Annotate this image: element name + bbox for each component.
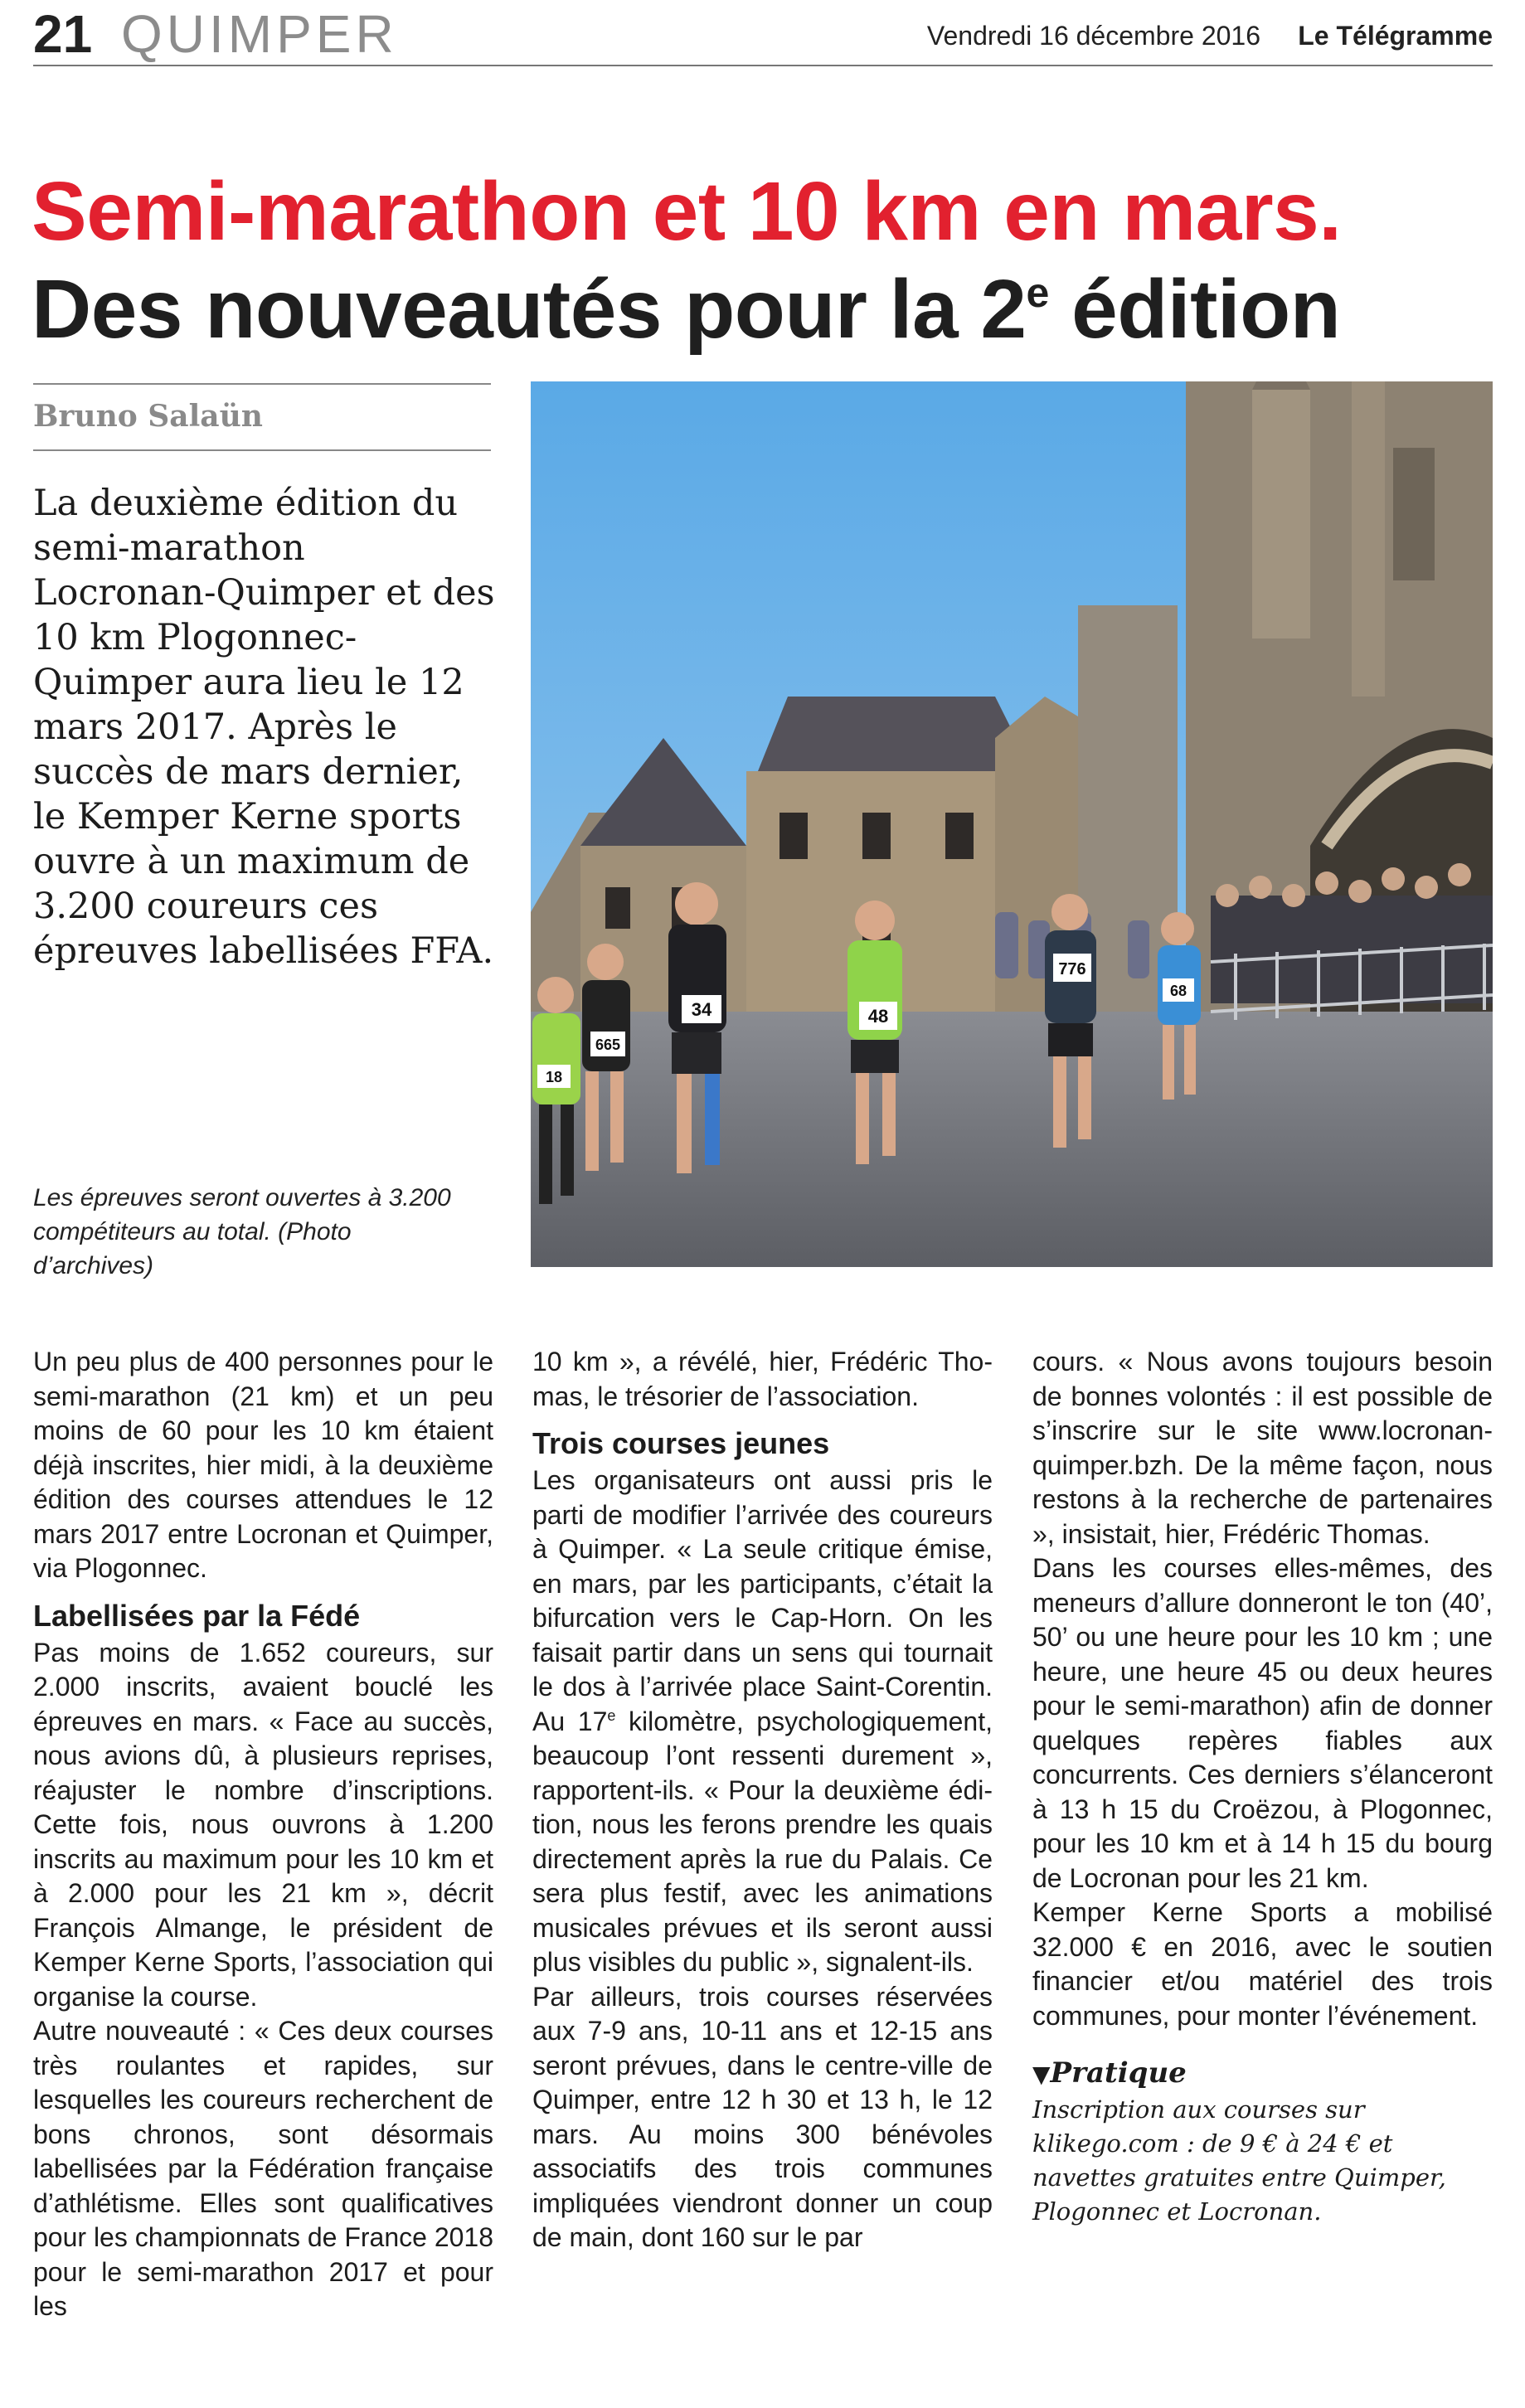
headline-title-main: Des nouveautés pour la 2 [32, 263, 1027, 356]
headline-kicker: Semi-marathon et 10 km en mars. [32, 165, 1342, 258]
lead-paragraph: La deuxième édition du semi-marathon Locronan-Quimper et des 10 km Plogonnec-Quimper aura lieu le 12 mars 2017. Après le succès de mars dernier, le Kemper Kerne sports ouvre à un maximum de 3.200 coureurs ces épreuves labellisées FFA. [33, 483, 495, 972]
body-column-2 [532, 1345, 993, 2255]
runners-illustration [531, 381, 1493, 1267]
newspaper-name: Le Télégramme [1298, 21, 1493, 51]
page-header [33, 0, 1493, 68]
photo-bib-68: 68 [1169, 983, 1187, 999]
body-paragraph: Un peu plus de 400 personnes pour le semi-marathon (21 km) et un peu moins de 60 pour les 10 km étaient déjà inscrites, hier midi, à la deuxième édition des courses attendues le 12 mars 2017 entre Locronan et Quimper, via Plogonnec. [33, 1347, 493, 1583]
body-column-3 [1032, 1345, 1493, 2229]
body-paragraph: Kemper Kerne Sports a mobilisé 32.000 € en 2016, avec le soutien financier et/ou matériel des trois communes, pour monter l’événement. [1032, 1897, 1493, 2031]
body-paragraph [532, 1464, 993, 1980]
section-name: QUIMPER [121, 4, 398, 64]
headline-title-sup: e [1026, 269, 1049, 316]
photo-bib-776: 776 [1058, 960, 1086, 978]
byline: Bruno Salaün [33, 399, 263, 434]
subheading: Labellisées par la Fédé [33, 1598, 361, 1633]
body-column-1 [33, 1345, 493, 2324]
body-text: kilomètre, psychologiquement, beaucoup l’ont ressenti durement », rapportent-ils. « Pour la deuxième édition, nous les ferons prendre les quais directement après la rue du Palais. Ce sera plus festif, avec les animations musicales prévues et ils seront aussi plus visibles du public », signalent-ils. [532, 1706, 993, 1977]
body-paragraph: Dans les courses elles-mêmes, des meneurs d’allure donneront le ton (40’, 50’ ou une heure pour les 10 km ; une heure, une heure 45 ou deux heures pour le semi-marathon) afin de donner quelques repères fiables aux concurrents. Ces derniers s’élanceront à 13 h 15 du Croëzou, à Plogonnec, pour les 10 km et à 14 h 15 du bourg de Locronan pour les 21 km. [1032, 1553, 1493, 1893]
triangle-down-icon: ▼ [1032, 2061, 1051, 2088]
header-rule [33, 65, 1493, 66]
ordinal-sup: e [607, 1706, 616, 1724]
issue-date: Vendredi 16 décembre 2016 [926, 21, 1260, 51]
headline-title-end: édition [1048, 263, 1341, 356]
body-paragraph: Par ailleurs, trois courses réservées aux 7-9 ans, 10-11 ans et 12-15 ans seront prévues, dans le centre-ville de Quimper, entre 12 h 30 et 13 h, le 12 mars. Au moins 300 bénévoles associatifs des trois communes impliquées viendront donner un coup de main, dont 160 sur le par [532, 1981, 993, 2252]
body-paragraph: cours. « Nous avons toujours besoin de bonnes volontés : il est possible de s’inscrire sur le site www.locronan-quimper.bzh. De la même façon, nous restons à la recherche de partenaires », insistait, hier, Frédéric Thomas. [1032, 1347, 1493, 1549]
photo-caption: Les épreuves seront ouvertes à 3.200 compétiteurs au total. (Photo d’archives) [33, 1184, 451, 1279]
body-paragraph: 10 km », a révélé, hier, Frédéric Thomas, le trésorier de l’association. [532, 1347, 993, 1411]
pratique-title: Pratique [1050, 2056, 1187, 2090]
subheading: Trois courses jeunes [532, 1426, 830, 1460]
article-photo [531, 381, 1493, 1267]
photo-bib-48: 48 [867, 1006, 889, 1027]
photo-bib-34: 34 [691, 999, 712, 1020]
headline-title [32, 260, 1508, 358]
pratique-heading [1032, 2055, 1493, 2093]
photo-bib-665: 665 [595, 1037, 621, 1053]
headline [32, 163, 1508, 358]
page-number: 21 [33, 4, 93, 64]
photo-bib-18: 18 [545, 1069, 563, 1085]
body-text: Les organisateurs ont aussi pris le parti de modifier l’arrivée des coureurs à Quimper. « La seule critique émise, en mars, par les participants, c’était la bifurcation vers le Cap-Horn. On les faisait partir dans un sens qui tournait le dos à l’arrivée place Saint-Corentin. Au 17 [532, 1465, 993, 1736]
body-paragraph: Pas moins de 1.652 coureurs, sur 2.000 inscrits, avaient bouclé les épreuves en mars. « Face au succès, nous avions dû, à plusieurs reprises, réajuster le nombre d’inscriptions. Cette fois, nous ouvrons à 1.200 inscrits au maximum pour les 10 km et à 2.000 pour les 21 km », décrit François Almange, le président de Kemper Kerne Sports, l’association qui organise la course. [33, 1637, 493, 2012]
byline-rule-bottom [33, 449, 491, 451]
body-paragraph: Autre nouveauté : « Ces deux courses très roulantes et rapides, sur lesquelles les coureurs recherchent de bons chronos, sont désormais labellisées par la Fédération française d’athlétisme. Elles sont qualificatives pour les championnats de France 2018 pour le semi-marathon 2017 et pour les [33, 2016, 494, 2321]
pratique-text: Inscription aux courses sur klikego.com : de 9 € à 24 € et navettes gratuites entre Quimper, Plogonnec et Locronan. [1032, 2095, 1446, 2226]
byline-rule-top [33, 383, 491, 385]
